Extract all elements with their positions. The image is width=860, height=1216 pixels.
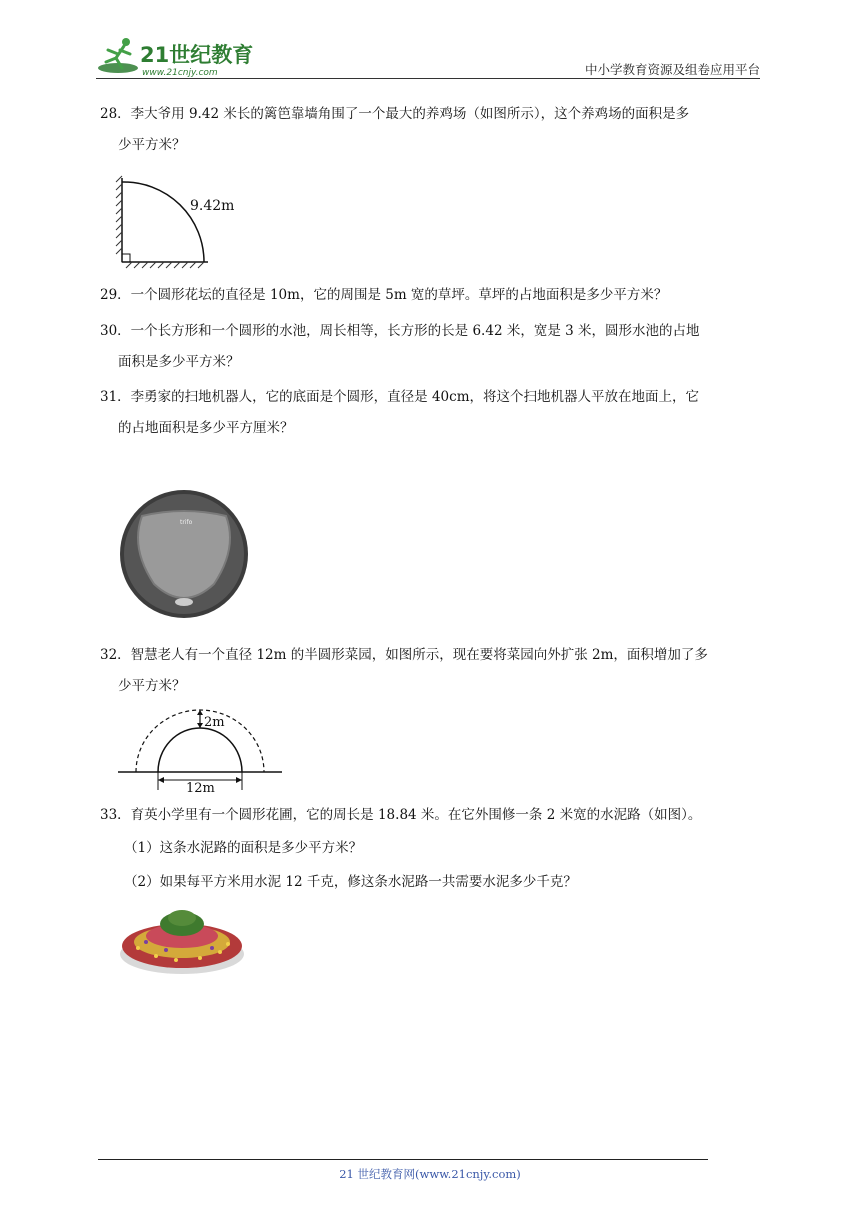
question-33-part-1: （1）这条水泥路的面积是多少平方米？ <box>124 840 363 856</box>
svg-text:21世纪教育: 21世纪教育 <box>140 43 254 67</box>
question-33-part-2: （2）如果每平方米用水泥 12 千克，修这条水泥路一共需要水泥多少千克？ <box>124 874 577 890</box>
question-33: 33．育英小学里有一个圆形花圃，它的周长是 18.84 米。在它外围修一条 2 米宽的水泥路（如图）。 <box>100 807 702 823</box>
question-28: 28．李大爷用 9.42 米长的篱笆靠墙角围了一个最大的养鸡场（如图所示），这个养鸡场的面积是多 少平方米？ <box>100 106 690 153</box>
question-30: 30．一个长方形和一个圆形的水池，周长相等，长方形的长是 6.42 米，宽是 3 米，圆形水池的占地 面积是多少平方米？ <box>100 323 700 370</box>
page-header <box>96 34 760 80</box>
question-29: 29．一个圆形花坛的直径是 10m，它的周围是 5m 宽的草坪。草坪的占地面积是多少平方米？ <box>100 287 668 303</box>
quarter-circle-figure <box>112 172 242 272</box>
question-32: 32．智慧老人有一个直径 12m 的半圆形菜园，如图所示，现在要将菜园向外扩张 2m，面积增加了多 少平方米？ <box>100 647 708 694</box>
question-31: 31．李勇家的扫地机器人，它的底面是个圆形，直径是 40cm，将这个扫地机器人平放在地面上，它 的占地面积是多少平方厘米？ <box>100 389 700 436</box>
flower-bed-image <box>116 906 248 978</box>
header-divider <box>96 78 760 79</box>
logo <box>96 34 266 78</box>
footer-divider <box>98 1159 708 1160</box>
svg-text:2m: 2m <box>204 715 225 730</box>
robot-vacuum-image <box>114 488 254 620</box>
platform-name: 中小学教育资源及组卷应用平台 <box>584 62 760 77</box>
svg-text:www.21cnjy.com: www.21cnjy.com <box>142 68 218 78</box>
footer-text[interactable]: 21 世纪教育网(www.21cnjy.com) <box>339 1167 521 1181</box>
svg-text:9.42m: 9.42m <box>190 198 235 214</box>
svg-text:trifo: trifo <box>180 519 193 526</box>
semicircle-garden-figure <box>116 704 286 794</box>
svg-text:12m: 12m <box>186 781 215 794</box>
